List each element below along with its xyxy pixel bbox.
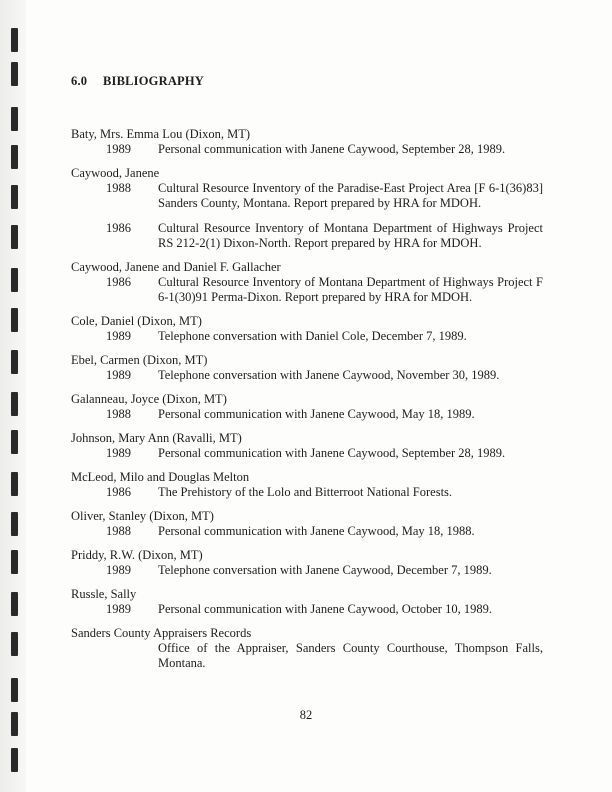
entry-reference (71, 407, 543, 422)
entry-description: Cultural Resource Inventory of Montana Department of Highways Project F 6-1(30)91 Perma-Dixon. Report prepared by HRA for MDOH. (158, 275, 543, 304)
entry-reference (71, 329, 543, 344)
entry-description: Cultural Resource Inventory of the Paradise-East Project Area [F 6-1(36)83] Sanders County, Montana. Report prepared by HRA for MDOH. (158, 181, 543, 210)
entry-description: Personal communication with Janene Caywood, September 28, 1989. (158, 142, 506, 156)
bibliography-entry (71, 260, 543, 305)
entry-author: Caywood, Janene (71, 166, 160, 180)
entry-reference (71, 641, 543, 671)
binder-hole (11, 430, 18, 454)
binder-hole (11, 550, 18, 574)
entry-author: Cole, Daniel (Dixon, MT) (71, 314, 202, 328)
page-number: 82 (299, 708, 313, 722)
entry-author: McLeod, Milo and Douglas Melton (71, 470, 250, 484)
binder-hole (11, 350, 18, 374)
binder-hole (11, 472, 18, 496)
entry-author: Ebel, Carmen (Dixon, MT) (71, 353, 208, 367)
bibliography-entry (71, 431, 543, 461)
binder-hole (11, 392, 18, 416)
entry-author: Johnson, Mary Ann (Ravalli, MT) (71, 431, 242, 445)
binder-strip (0, 0, 26, 792)
entry-description: The Prehistory of the Lolo and Bitterroot National Forests. (158, 485, 453, 499)
binder-hole (11, 28, 18, 52)
binder-hole (11, 107, 18, 131)
binder-hole (11, 62, 18, 86)
entry-year: 1988 (106, 524, 131, 538)
entry-year: 1989 (106, 446, 131, 460)
entry-year: 1989 (106, 602, 131, 616)
entry-year (71, 641, 158, 671)
entry-year: 1986 (106, 221, 131, 235)
entry-description: Personal communication with Janene Caywood, May 18, 1988. (158, 524, 475, 538)
entry-reference (71, 142, 543, 157)
binder-hole (11, 308, 18, 332)
entry-description: Office of the Appraiser, Sanders County Courthouse, Thompson Falls, Montana. (158, 641, 543, 670)
binder-hole (11, 185, 18, 209)
entry-description: Telephone conversation with Janene Caywood, December 7, 1989. (158, 563, 492, 577)
entry-description: Personal communication with Janene Caywood, October 10, 1989. (158, 602, 492, 616)
entry-description: Personal communication with Janene Caywood, May 18, 1989. (158, 407, 475, 421)
entry-author: Baty, Mrs. Emma Lou (Dixon, MT) (71, 127, 251, 141)
entry-author: Priddy, R.W. (Dixon, MT) (71, 548, 203, 562)
entry-year: 1986 (106, 275, 131, 289)
entry-year: 1988 (106, 181, 131, 195)
binder-hole (11, 512, 18, 536)
entry-reference (71, 446, 543, 461)
entry-description: Cultural Resource Inventory of Montana Department of Highways Project RS 212-2(1) Dixon-North. Report prepared by HRA for MDOH. (158, 221, 543, 250)
entry-reference (71, 524, 543, 539)
bibliography-list (71, 127, 543, 680)
entry-author: Russle, Sally (71, 587, 137, 601)
entry-author: Oliver, Stanley (Dixon, MT) (71, 509, 214, 523)
bibliography-entry (71, 166, 543, 251)
entry-year: 1989 (106, 368, 131, 382)
binder-hole (11, 268, 18, 292)
entry-reference (71, 275, 543, 305)
entry-description: Telephone conversation with Daniel Cole, December 7, 1989. (158, 329, 467, 343)
bibliography-entry (71, 470, 543, 500)
section-number: 6.0 (71, 74, 88, 88)
section-title: BIBLIOGRAPHY (103, 74, 205, 88)
entry-description: Telephone conversation with Janene Caywood, November 30, 1989. (158, 368, 500, 382)
entry-reference (71, 368, 543, 383)
entry-year: 1988 (106, 407, 131, 421)
bibliography-entry (71, 587, 543, 617)
binder-hole (11, 678, 18, 702)
bibliography-entry (71, 509, 543, 539)
bibliography-entry (71, 127, 543, 157)
entry-year: 1989 (106, 329, 131, 343)
entry-description: Personal communication with Janene Caywood, September 28, 1989. (158, 446, 506, 460)
binder-hole (11, 632, 18, 656)
entry-author: Caywood, Janene and Daniel F. Gallacher (71, 260, 281, 274)
binder-hole (11, 225, 18, 249)
entry-year: 1986 (106, 485, 131, 499)
entry-reference (71, 602, 543, 617)
binder-hole (11, 748, 18, 772)
entry-reference (71, 563, 543, 578)
entry-reference (71, 181, 543, 211)
entry-author: Galanneau, Joyce (Dixon, MT) (71, 392, 227, 406)
bibliography-entry (71, 392, 543, 422)
entry-year: 1989 (106, 563, 131, 577)
bibliography-entry (71, 353, 543, 383)
entry-reference (71, 485, 543, 500)
bibliography-entry (71, 626, 543, 671)
bibliography-entry (71, 548, 543, 578)
section-heading (71, 74, 204, 89)
entry-reference (71, 221, 543, 251)
entry-year: 1989 (106, 142, 131, 156)
binder-hole (11, 592, 18, 616)
bibliography-entry (71, 314, 543, 344)
entry-author: Sanders County Appraisers Records (71, 626, 252, 640)
binder-hole (11, 145, 18, 169)
